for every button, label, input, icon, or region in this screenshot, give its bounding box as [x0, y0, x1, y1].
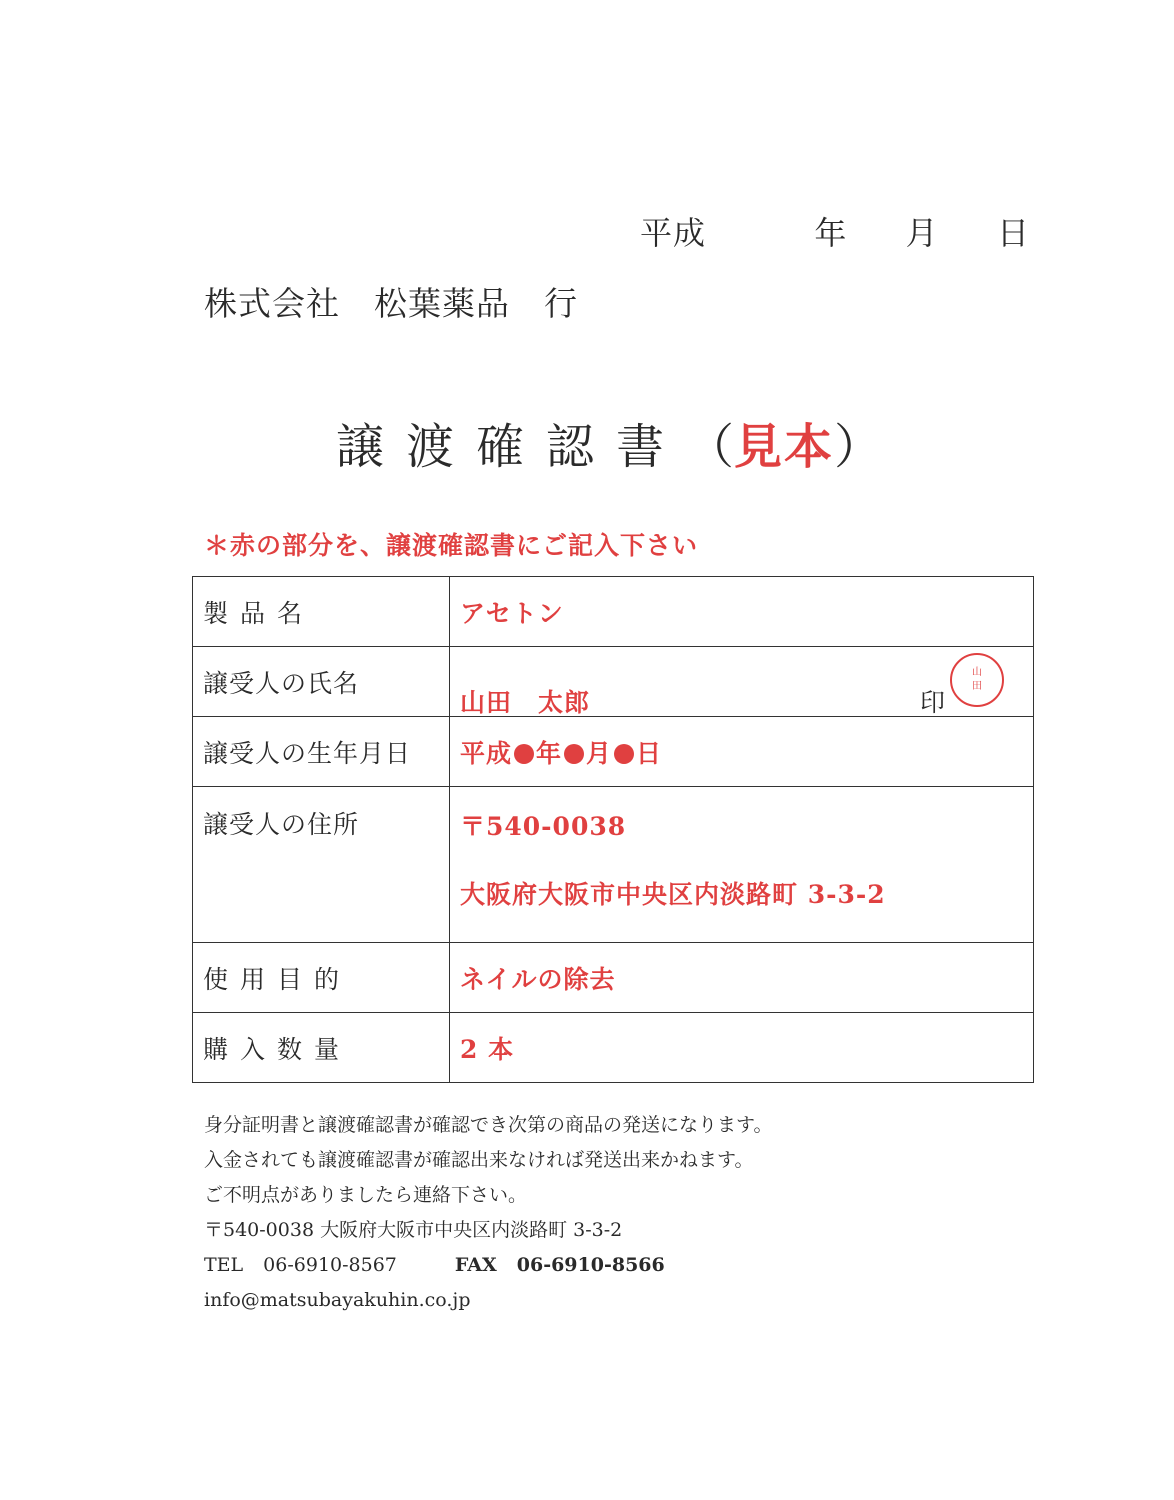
note-line-1: 身分証明書と譲渡確認書が確認でき次第の商品の発送になります。: [204, 1114, 773, 1136]
date-month-label: 月: [905, 214, 939, 252]
date-day-label: 日: [996, 214, 1030, 252]
note-line-3: ご不明点がありましたら連絡下さい。: [204, 1184, 528, 1206]
redacted-dot-icon: [514, 744, 534, 764]
address-cell: [450, 787, 1034, 943]
row-address: [193, 787, 1034, 943]
row-quantity: [193, 1013, 1034, 1083]
title-main: 譲渡確認書: [336, 419, 687, 475]
contact-line: [204, 1248, 772, 1283]
dob-value: [450, 717, 1034, 787]
row-product: [193, 577, 1034, 647]
quantity-label: 購入数量: [193, 1013, 450, 1083]
fax-number: 06-6910-8566: [516, 1254, 665, 1276]
row-name: [193, 647, 1034, 717]
address-postal: 〒540-0038: [460, 812, 627, 841]
quantity-value: 2 本: [450, 1013, 1034, 1083]
date-line: [640, 208, 1030, 254]
redacted-dot-icon: [564, 744, 584, 764]
product-label: 製品名: [193, 577, 450, 647]
address-label: 譲受人の住所: [193, 787, 450, 943]
hanko-top: 山: [972, 667, 982, 678]
company-address: 〒540-0038 大阪府大阪市中央区内淡路町 3-3-2: [204, 1219, 623, 1241]
date-era: 平成: [640, 214, 707, 252]
dob-year: 年: [536, 738, 563, 768]
name-value: 山田 太郎: [460, 688, 591, 717]
transfer-form-table: [192, 576, 1034, 1083]
title-sample: 見本: [734, 419, 835, 475]
tel-label: TEL: [204, 1254, 244, 1276]
row-dob: [193, 717, 1034, 787]
redacted-dot-icon: [614, 744, 634, 764]
dob-label: 譲受人の生年月日: [193, 717, 450, 787]
fax-label: FAX: [454, 1254, 497, 1276]
seal-label: 印: [920, 688, 947, 717]
address-line: 大阪府大阪市中央区内淡路町 3-3-2: [460, 880, 886, 909]
purpose-value: ネイルの除去: [450, 943, 1034, 1013]
name-label: 譲受人の氏名: [193, 647, 450, 717]
notes-block: [204, 1108, 772, 1318]
title-open-paren: （: [686, 419, 735, 475]
product-value: アセトン: [450, 577, 1034, 647]
document-title: [336, 408, 882, 477]
date-year-label: 年: [814, 214, 848, 252]
dob-month: 月: [586, 738, 613, 768]
instruction-note: ＊赤の部分を、譲渡確認書にご記入下さい: [204, 531, 699, 560]
dob-era: 平成: [460, 738, 513, 768]
tel-number: 06-6910-8567: [263, 1254, 397, 1276]
email-link[interactable]: info@matsubayakuhin.co.jp: [204, 1289, 471, 1311]
note-line-2: 入金されても譲渡確認書が確認出来なければ発送出来かねます。: [204, 1149, 754, 1171]
row-purpose: [193, 943, 1034, 1013]
hanko-seal: [950, 653, 1004, 707]
title-close-paren: ）: [834, 419, 883, 475]
recipient: 株式会社 松葉薬品 行: [204, 284, 578, 323]
hanko-bottom: 田: [972, 681, 982, 692]
name-cell: [450, 647, 1034, 717]
dob-day: 日: [636, 738, 663, 768]
purpose-label: 使用目的: [193, 943, 450, 1013]
